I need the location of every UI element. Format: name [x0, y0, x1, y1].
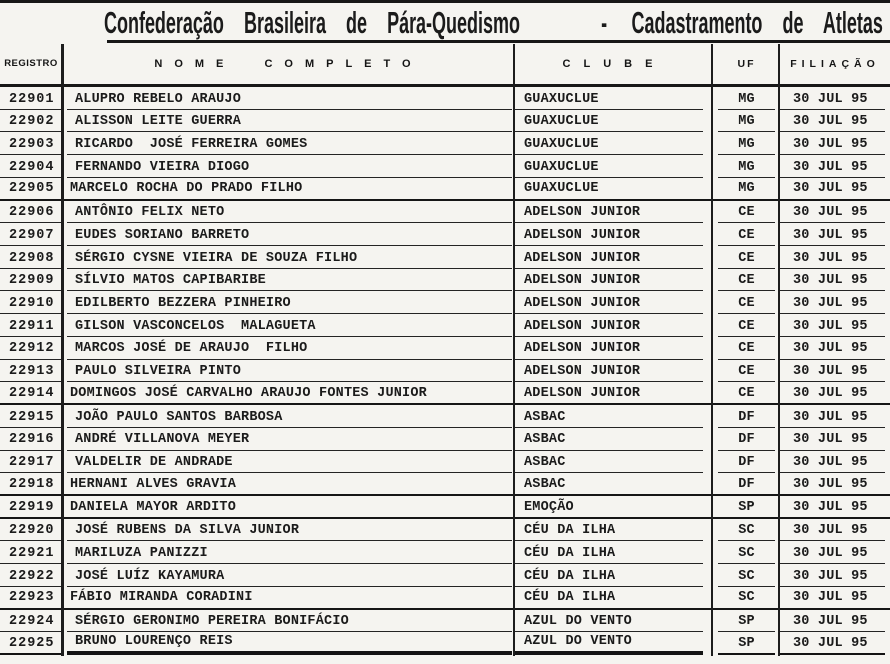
filiacao-cell	[780, 541, 890, 564]
uf-cell	[713, 87, 780, 110]
registro-cell	[0, 382, 62, 405]
nome-cell	[62, 405, 515, 428]
clube-cell	[515, 496, 713, 519]
nome-cell	[62, 291, 515, 314]
clube-value: ASBAC	[515, 433, 703, 450]
uf-cell	[713, 178, 780, 201]
filiacao-value: 30 JUL 95	[780, 182, 890, 200]
separator-clube-uf	[711, 44, 713, 656]
registro-cell	[0, 405, 62, 428]
filiacao-value: 30 JUL 95	[780, 365, 885, 382]
filiacao-cell	[780, 155, 890, 178]
table-row	[0, 155, 890, 178]
filiacao-cell	[780, 110, 890, 133]
filiacao-value: 30 JUL 95	[780, 229, 885, 246]
clube-cell	[515, 428, 713, 451]
uf-value: SP	[718, 615, 775, 632]
top-border-rule	[0, 0, 890, 3]
nome-cell	[62, 382, 515, 405]
clube-value: CÉU DA ILHA	[515, 570, 703, 587]
registro-value: 22919	[0, 501, 62, 519]
nome-cell	[62, 246, 515, 269]
clube-value: CÉU DA ILHA	[515, 524, 703, 541]
filiacao-cell	[780, 451, 890, 474]
clube-value: ASBAC	[515, 478, 713, 496]
uf-value: DF	[718, 456, 775, 473]
clube-cell	[515, 405, 713, 428]
nome-cell	[62, 360, 515, 383]
filiacao-value: 30 JUL 95	[780, 93, 885, 110]
filiacao-value: 30 JUL 95	[780, 161, 885, 178]
clube-value: GUAXUCLUE	[515, 182, 713, 200]
table-row	[0, 451, 890, 474]
registro-value: 22924	[0, 615, 62, 632]
nome-value: FERNANDO VIEIRA DIOGO	[67, 161, 512, 178]
uf-value: SP	[718, 637, 775, 655]
nome-cell	[62, 564, 515, 587]
filiacao-value: 30 JUL 95	[780, 115, 885, 132]
table-row	[0, 223, 890, 246]
uf-value: CE	[718, 297, 775, 314]
filiacao-value: 30 JUL 95	[780, 433, 885, 450]
uf-cell	[713, 451, 780, 474]
registro-cell	[0, 155, 62, 178]
uf-cell	[713, 110, 780, 133]
registro-value: 22905	[0, 182, 62, 200]
separator-registro-nome	[61, 44, 64, 656]
clube-value: ADELSON JUNIOR	[515, 342, 703, 359]
clube-value: ADELSON JUNIOR	[515, 365, 703, 382]
filiacao-cell	[780, 405, 890, 428]
registro-cell	[0, 428, 62, 451]
table-row	[0, 382, 890, 405]
filiacao-value: 30 JUL 95	[780, 297, 885, 314]
uf-cell	[713, 201, 780, 224]
filiacao-value: 30 JUL 95	[780, 615, 885, 632]
nome-value: ALISSON LEITE GUERRA	[67, 115, 512, 132]
nome-cell	[62, 201, 515, 224]
uf-cell	[713, 564, 780, 587]
nome-value: SÍLVIO MATOS CAPIBARIBE	[67, 274, 512, 291]
registro-value: 22916	[0, 433, 62, 450]
clube-value: GUAXUCLUE	[515, 138, 703, 155]
table-header-row	[0, 43, 890, 84]
clube-cell	[515, 632, 713, 655]
filiacao-cell	[780, 223, 890, 246]
separator-uf-filiacao	[778, 44, 780, 656]
nome-value: EUDES SORIANO BARRETO	[67, 229, 512, 246]
uf-value: CE	[718, 252, 775, 269]
nome-cell	[62, 451, 515, 474]
uf-value: CE	[718, 320, 775, 337]
registro-cell	[0, 610, 62, 633]
registro-cell	[0, 132, 62, 155]
clube-value: ASBAC	[515, 456, 703, 473]
uf-cell	[713, 405, 780, 428]
table-body	[0, 87, 890, 655]
nome-value: SÉRGIO GERONIMO PEREIRA BONIFÁCIO	[67, 615, 512, 632]
uf-value: DF	[718, 433, 775, 450]
filiacao-cell	[780, 87, 890, 110]
clube-value: ADELSON JUNIOR	[515, 206, 703, 223]
nome-cell	[62, 428, 515, 451]
uf-value: DF	[713, 478, 780, 496]
registro-value: 22910	[0, 297, 62, 314]
table-row	[0, 632, 890, 655]
table-row	[0, 314, 890, 337]
uf-cell	[713, 314, 780, 337]
clube-cell	[515, 473, 713, 496]
uf-cell	[713, 473, 780, 496]
clube-cell	[515, 132, 713, 155]
clube-value: EMOÇÃO	[515, 501, 713, 519]
column-header-registro: REGISTRO	[4, 58, 58, 69]
filiacao-value: 30 JUL 95	[780, 591, 890, 609]
table-row	[0, 473, 890, 496]
nome-cell	[62, 178, 515, 201]
uf-value: MG	[718, 93, 775, 110]
clube-value: ADELSON JUNIOR	[515, 387, 713, 405]
table-row	[0, 405, 890, 428]
filiacao-cell	[780, 246, 890, 269]
clube-value: GUAXUCLUE	[515, 115, 703, 132]
table-row	[0, 110, 890, 133]
registro-cell	[0, 223, 62, 246]
nome-cell	[62, 496, 515, 519]
filiacao-cell	[780, 632, 890, 655]
registro-cell	[0, 201, 62, 224]
registro-cell	[0, 473, 62, 496]
nome-value: DOMINGOS JOSÉ CARVALHO ARAUJO FONTES JUNIOR	[62, 387, 515, 405]
table-row	[0, 519, 890, 542]
uf-cell	[713, 155, 780, 178]
filiacao-value: 30 JUL 95	[780, 138, 885, 155]
registro-cell	[0, 87, 62, 110]
filiacao-cell	[780, 382, 890, 405]
title-separator-dash: -	[601, 5, 608, 40]
nome-value: VALDELIR DE ANDRADE	[67, 456, 512, 473]
table-row	[0, 291, 890, 314]
clube-cell	[515, 223, 713, 246]
filiacao-cell	[780, 496, 890, 519]
filiacao-value: 30 JUL 95	[780, 524, 885, 541]
uf-cell	[713, 246, 780, 269]
registro-value: 22912	[0, 342, 62, 359]
registro-value: 22909	[0, 274, 62, 291]
registro-value: 22913	[0, 365, 62, 382]
uf-value: SP	[713, 501, 780, 519]
registro-value: 22906	[0, 206, 62, 223]
uf-cell	[713, 360, 780, 383]
clube-value: AZUL DO VENTO	[515, 615, 703, 632]
nome-value: MARILUZA PANIZZI	[67, 547, 512, 564]
nome-cell	[62, 269, 515, 292]
clube-value: GUAXUCLUE	[515, 161, 703, 178]
filiacao-cell	[780, 428, 890, 451]
nome-value: SÉRGIO CYSNE VIEIRA DE SOUZA FILHO	[67, 252, 512, 269]
nome-value: JOÃO PAULO SANTOS BARBOSA	[67, 411, 512, 428]
registro-cell	[0, 337, 62, 360]
column-header-nome-completo: NOME COMPLETO	[154, 57, 423, 70]
table-row	[0, 587, 890, 610]
uf-value: CE	[718, 229, 775, 246]
uf-value: SC	[713, 591, 780, 609]
clube-cell	[515, 360, 713, 383]
nome-cell	[62, 223, 515, 246]
filiacao-cell	[780, 473, 890, 496]
nome-value: JOSÉ RUBENS DA SILVA JUNIOR	[67, 524, 512, 541]
filiacao-value: 30 JUL 95	[780, 547, 885, 564]
clube-cell	[515, 291, 713, 314]
registro-cell	[0, 519, 62, 542]
nome-value: FÁBIO MIRANDA CORADINI	[62, 591, 515, 609]
table-row	[0, 269, 890, 292]
registro-cell	[0, 360, 62, 383]
clube-value: CÉU DA ILHA	[515, 547, 703, 564]
nome-value: ALUPRO REBELO ARAUJO	[67, 93, 512, 110]
registro-cell	[0, 246, 62, 269]
registro-value: 22925	[0, 637, 62, 655]
document-title	[104, 7, 883, 41]
nome-value: ANTÔNIO FELIX NETO	[67, 206, 512, 223]
registro-cell	[0, 632, 62, 655]
uf-cell	[713, 382, 780, 405]
nome-value: GILSON VASCONCELOS MALAGUETA	[67, 320, 512, 337]
registro-cell	[0, 587, 62, 610]
registro-value: 22902	[0, 115, 62, 132]
table-row	[0, 201, 890, 224]
uf-cell	[713, 610, 780, 633]
filiacao-value: 30 JUL 95	[780, 342, 885, 359]
nome-cell	[62, 87, 515, 110]
filiacao-cell	[780, 610, 890, 633]
column-header-clube: CLUBE	[562, 57, 666, 70]
registro-value: 22918	[0, 478, 62, 496]
table-row	[0, 564, 890, 587]
clube-cell	[515, 337, 713, 360]
table-row	[0, 246, 890, 269]
uf-value: CE	[718, 274, 775, 291]
nome-cell	[62, 155, 515, 178]
registro-value: 22920	[0, 524, 62, 541]
filiacao-value: 30 JUL 95	[780, 274, 885, 291]
filiacao-cell	[780, 291, 890, 314]
registro-value: 22914	[0, 387, 62, 405]
uf-value: SC	[718, 547, 775, 564]
registro-cell	[0, 291, 62, 314]
nome-cell	[62, 314, 515, 337]
registro-value: 22907	[0, 229, 62, 246]
nome-cell	[62, 132, 515, 155]
table-row	[0, 87, 890, 110]
table-row	[0, 428, 890, 451]
clube-cell	[515, 201, 713, 224]
uf-cell	[713, 291, 780, 314]
registro-value: 22904	[0, 161, 62, 178]
uf-cell	[713, 223, 780, 246]
filiacao-value: 30 JUL 95	[780, 456, 885, 473]
registro-cell	[0, 178, 62, 201]
clube-value: CÉU DA ILHA	[515, 591, 713, 609]
filiacao-cell	[780, 132, 890, 155]
registro-value: 22901	[0, 93, 62, 110]
uf-cell	[713, 496, 780, 519]
filiacao-cell	[780, 360, 890, 383]
filiacao-value: 30 JUL 95	[780, 570, 885, 587]
registro-value: 22923	[0, 591, 62, 609]
clube-cell	[515, 610, 713, 633]
registro-cell	[0, 564, 62, 587]
filiacao-value: 30 JUL 95	[780, 411, 885, 428]
nome-cell	[62, 473, 515, 496]
registro-value: 22917	[0, 456, 62, 473]
nome-cell	[62, 587, 515, 610]
clube-cell	[515, 269, 713, 292]
uf-value: MG	[713, 182, 780, 200]
nome-value: JOSÉ LUÍZ KAYAMURA	[67, 570, 512, 587]
registro-value: 22908	[0, 252, 62, 269]
clube-value: AZUL DO VENTO	[515, 635, 703, 655]
filiacao-cell	[780, 201, 890, 224]
title-registration: Cadastramento de Atletas	[631, 5, 883, 40]
uf-value: DF	[718, 411, 775, 428]
uf-value: SC	[718, 524, 775, 541]
nome-cell	[62, 519, 515, 542]
table-row	[0, 360, 890, 383]
clube-cell	[515, 519, 713, 542]
nome-value: PAULO SILVEIRA PINTO	[67, 365, 512, 382]
nome-value: MARCOS JOSÉ DE ARAUJO FILHO	[67, 342, 512, 359]
filiacao-cell	[780, 269, 890, 292]
registro-value: 22911	[0, 320, 62, 337]
registro-cell	[0, 269, 62, 292]
uf-cell	[713, 337, 780, 360]
clube-cell	[515, 382, 713, 405]
uf-cell	[713, 541, 780, 564]
clube-cell	[515, 87, 713, 110]
uf-value: CE	[718, 206, 775, 223]
nome-cell	[62, 632, 515, 655]
registro-value: 22922	[0, 570, 62, 587]
separator-nome-clube	[513, 44, 515, 656]
registro-cell	[0, 541, 62, 564]
registro-cell	[0, 451, 62, 474]
clube-cell	[515, 246, 713, 269]
nome-value: MARCELO ROCHA DO PRADO FILHO	[62, 182, 515, 200]
filiacao-cell	[780, 587, 890, 610]
clube-value: ADELSON JUNIOR	[515, 229, 703, 246]
registro-cell	[0, 110, 62, 133]
uf-cell	[713, 587, 780, 610]
uf-cell	[713, 632, 780, 655]
filiacao-value: 30 JUL 95	[780, 501, 890, 519]
registro-value: 22903	[0, 138, 62, 155]
nome-cell	[62, 610, 515, 633]
clube-cell	[515, 541, 713, 564]
nome-cell	[62, 541, 515, 564]
filiacao-value: 30 JUL 95	[780, 252, 885, 269]
table-row	[0, 337, 890, 360]
clube-value: ADELSON JUNIOR	[515, 297, 703, 314]
filiacao-cell	[780, 519, 890, 542]
uf-value: MG	[718, 115, 775, 132]
nome-value: DANIELA MAYOR ARDITO	[62, 501, 515, 519]
registro-value: 22921	[0, 547, 62, 564]
filiacao-cell	[780, 337, 890, 360]
nome-value: BRUNO LOURENÇO REIS	[67, 635, 512, 655]
uf-cell	[713, 132, 780, 155]
clube-value: ADELSON JUNIOR	[515, 320, 703, 337]
uf-value: MG	[718, 138, 775, 155]
uf-cell	[713, 269, 780, 292]
clube-cell	[515, 564, 713, 587]
nome-cell	[62, 337, 515, 360]
clube-cell	[515, 314, 713, 337]
registro-value: 22915	[0, 411, 62, 428]
clube-cell	[515, 155, 713, 178]
filiacao-cell	[780, 178, 890, 201]
clube-cell	[515, 178, 713, 201]
uf-value: CE	[718, 342, 775, 359]
column-header-filiacao: FILIAÇÃO	[790, 57, 880, 70]
clube-value: ADELSON JUNIOR	[515, 252, 703, 269]
column-header-uf: UF	[737, 57, 756, 70]
uf-value: CE	[713, 387, 780, 405]
filiacao-value: 30 JUL 95	[780, 320, 885, 337]
filiacao-cell	[780, 564, 890, 587]
title-confederation: Confederação Brasileira de Pára-Quedismo	[104, 5, 520, 40]
filiacao-value: 30 JUL 95	[780, 387, 890, 405]
table-row	[0, 541, 890, 564]
table-row	[0, 610, 890, 633]
nome-cell	[62, 110, 515, 133]
clube-cell	[515, 451, 713, 474]
nome-value: RICARDO JOSÉ FERREIRA GOMES	[67, 138, 512, 155]
table-row	[0, 132, 890, 155]
registro-cell	[0, 314, 62, 337]
uf-cell	[713, 428, 780, 451]
registro-cell	[0, 496, 62, 519]
clube-value: ADELSON JUNIOR	[515, 274, 703, 291]
clube-cell	[515, 587, 713, 610]
filiacao-value: 30 JUL 95	[780, 637, 885, 655]
clube-cell	[515, 110, 713, 133]
filiacao-value: 30 JUL 95	[780, 478, 890, 496]
table-row	[0, 496, 890, 519]
uf-value: CE	[718, 365, 775, 382]
nome-value: HERNANI ALVES GRAVIA	[62, 478, 515, 496]
uf-cell	[713, 519, 780, 542]
clube-value: ASBAC	[515, 411, 703, 428]
uf-value: SC	[718, 570, 775, 587]
filiacao-value: 30 JUL 95	[780, 206, 885, 223]
nome-value: ANDRÉ VILLANOVA MEYER	[67, 433, 512, 450]
table-row	[0, 178, 890, 201]
uf-value: MG	[718, 161, 775, 178]
clube-value: GUAXUCLUE	[515, 93, 703, 110]
filiacao-cell	[780, 314, 890, 337]
nome-value: EDILBERTO BEZZERA PINHEIRO	[67, 297, 512, 314]
